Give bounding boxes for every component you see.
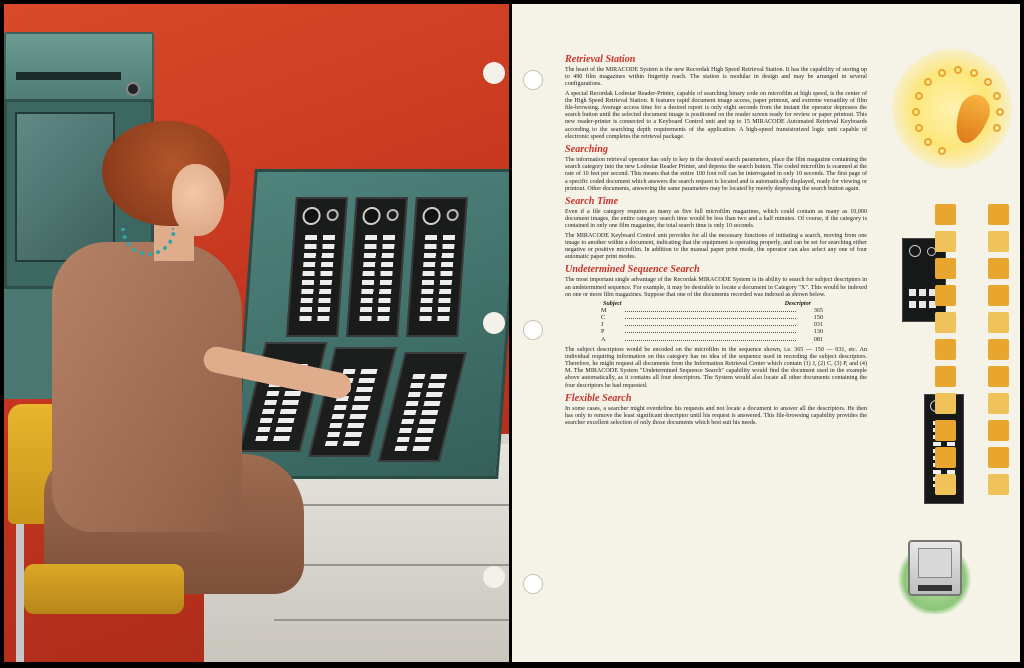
tile xyxy=(988,204,1009,225)
subject-cell: M xyxy=(601,308,607,315)
paragraph: Even if a file category requires as many as five full microfilm magazines, which could contain as many as 10,000 document images, the entire category search time would be less than two and a half minutes. Of course, if the category is contained in only one film magazine, the total search time is only 10 seconds. xyxy=(565,209,867,230)
tile xyxy=(935,474,956,495)
photo-page xyxy=(4,4,509,662)
tile xyxy=(935,204,956,225)
section-heading: Retrieval Station xyxy=(565,54,636,65)
keyboard-console xyxy=(233,169,509,479)
drawer-line xyxy=(274,564,509,566)
section-heading: Searching xyxy=(565,144,609,156)
film-slot xyxy=(16,72,121,80)
descriptor-cell: 365 xyxy=(813,308,823,315)
tile xyxy=(935,258,956,279)
chair-seat xyxy=(24,564,184,614)
subject-cell: C xyxy=(601,315,606,322)
tile xyxy=(935,393,956,414)
tile xyxy=(935,447,956,468)
reader-printer-icon xyxy=(908,540,962,596)
sun-graphic-icon xyxy=(892,49,1012,169)
reader-screen xyxy=(15,112,115,262)
section-heading: Undetermined Sequence Search xyxy=(565,264,700,276)
paragraph: The subject descriptors would be encoded on the microfilm in the sequence shown, i.e. 365 — 150 — 031, etc. An individual requiring information on this category has no idea of the sequence used in recording the subject descriptors. Therefore, he might request all documents from the Information Retrieval Center which contain (1) J, (2) C, (3) P, and (4) M. The MIRACODE System "Undetermined Sequence Search" capability would find the document used in the example above automatically, as it contains all four descriptors. The System would also locate all other documents containing the four descriptors he had requested. xyxy=(565,346,867,389)
table-row xyxy=(601,322,823,329)
tile xyxy=(988,231,1009,252)
section-searching xyxy=(565,144,867,193)
table-row xyxy=(601,315,823,322)
tile xyxy=(935,366,956,387)
subject-cell: P xyxy=(601,329,605,336)
tile xyxy=(935,285,956,306)
ring-dot xyxy=(993,92,1001,100)
tile xyxy=(988,312,1009,333)
descriptor-cell: 130 xyxy=(813,329,823,336)
ring-dot xyxy=(912,108,920,116)
keyboard-panel xyxy=(406,197,468,337)
tile xyxy=(988,474,1009,495)
punch-hole xyxy=(483,312,505,334)
table-row xyxy=(601,308,823,315)
tile xyxy=(988,393,1009,414)
operator-body xyxy=(52,242,242,532)
tile xyxy=(935,312,956,333)
tile xyxy=(988,258,1009,279)
operator-face xyxy=(172,164,224,236)
binder-hole xyxy=(523,574,543,594)
subject-cell: A xyxy=(601,336,606,343)
punch-hole xyxy=(483,566,505,588)
tile xyxy=(988,366,1009,387)
paragraph: In some cases, a searcher might overdefine his requests and not locate a document to answer all the descriptors. He then has only to remove the least significant descriptor until his request is answered. This file-browsing capability provides the searcher excellent selection of only those documents which best suit his needs. xyxy=(565,405,867,427)
table-row xyxy=(601,329,823,336)
section-heading: Search Time xyxy=(565,196,619,208)
punch-hole xyxy=(483,62,505,84)
table-header xyxy=(601,301,823,308)
section-heading: Flexible Search xyxy=(565,392,632,404)
binder-hole xyxy=(523,70,543,90)
section-retrieval-station xyxy=(565,54,867,141)
paragraph: The information retrieval operator has only to key in the desired search parameters, place the film magazine containing the search category into the new Lodestar Reader Printer, and depress the search button. The coded microfilm is scanned at the rate of 10 feet per second. This means that the entire 100 foot roll can be interrogated in only 10 seconds. The first page of a specific coded document which answers the search request is located and is automatically displayed, ready for viewing or printout. Other documents, answering the same parameters may be located by merely depressing the search button again. xyxy=(565,157,867,192)
descriptor-cell: 150 xyxy=(813,315,823,322)
descriptor-cell: 081 xyxy=(813,336,823,343)
table-row xyxy=(601,337,823,344)
knob-icon xyxy=(126,82,140,96)
ring-dot xyxy=(924,138,932,146)
descriptor-cell: 031 xyxy=(813,322,823,329)
paragraph: The most important single advantage of the Recordak MIRACODE System is its ability to search for subject descriptors in an undetermined sequence. For example, it may be desirable to locate a document in Category "X". This would be indexed on one or more film magazines. Suppose that one of the documents recorded was indexed as shown below. xyxy=(565,277,867,298)
ring-dot xyxy=(938,147,946,155)
ring-dot xyxy=(984,78,992,86)
section-undetermined-sequence-search xyxy=(565,264,867,389)
drawer-line xyxy=(274,619,509,621)
descriptor-table xyxy=(601,301,823,344)
col-subject: Subject xyxy=(603,301,622,308)
section-flexible-search xyxy=(565,393,867,428)
tile xyxy=(988,420,1009,441)
ring-dot xyxy=(993,124,1001,132)
tile xyxy=(988,447,1009,468)
paragraph: A special Recordak Lodestar Reader-Printer, capable of searching binary code on microfilm at high speed, is the center of the High Speed Retrieval Station. It features rapid document image access, paper printout, and extreme versatility of film file-browsing. Average access time for a desired report is only eight seconds from the instant the operator depresses the search button until the selected document image is positioned on the reader screen ready for review or paper printout. This new reader-printer is connected to a Keyboard Control unit and up to 15 MIRACODE Automated Retrieval Keyboards according to the searching depth requirements of the application. A high-speed transistorized logic unit capable of electronic speed completes the retrieval package. xyxy=(565,90,867,140)
text-page xyxy=(512,4,1020,662)
tile xyxy=(988,285,1009,306)
tile xyxy=(935,231,956,252)
subject-cell: J xyxy=(601,322,604,329)
paragraph: The heart of the MIRACODE System is the new Recordak High Speed Retrieval Station. It has the capability of storing up to 490 film magazines within fingertip reach. The station is modular in design and may be arranged in several configurations. xyxy=(565,67,867,88)
tile xyxy=(935,420,956,441)
ring-dot xyxy=(954,66,962,74)
tile xyxy=(935,339,956,360)
tile xyxy=(988,339,1009,360)
ring-dot xyxy=(996,108,1004,116)
section-search-time xyxy=(565,196,867,261)
paragraph: The MIRACODE Keyboard Control unit provides for all the necessary functions of initiating a search, moving from one image to another within a document, indicating that the equipment is operating properly, and can be set for searching either negative or positive microfilm. In addition to the manual paper print mode, the operator can also select any one of four automatic paper print modes. xyxy=(565,232,867,261)
keyboard-panel xyxy=(286,197,348,337)
col-descriptor: Descriptor xyxy=(784,301,811,308)
binder-hole xyxy=(523,320,543,340)
keyboard-panel xyxy=(346,197,408,337)
article-content xyxy=(565,54,867,430)
retrieval-station-top xyxy=(4,32,154,107)
drawer-line xyxy=(274,504,509,506)
